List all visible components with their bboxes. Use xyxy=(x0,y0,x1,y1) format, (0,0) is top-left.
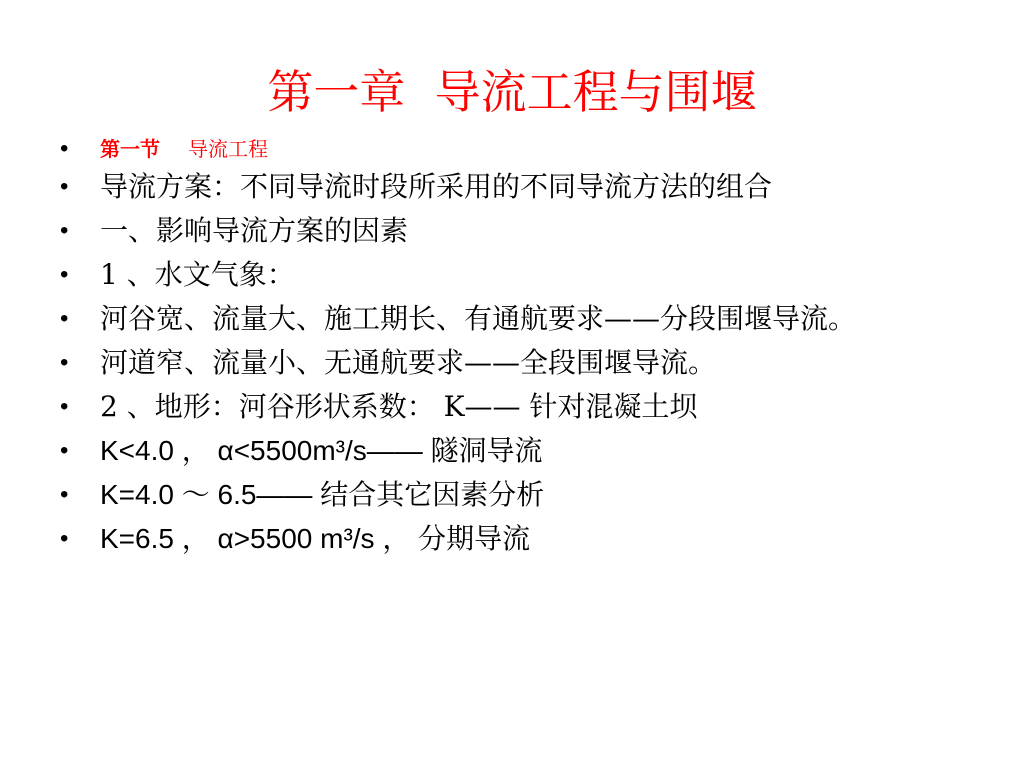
bullet-item xyxy=(60,170,960,204)
section-heading xyxy=(60,132,960,166)
bullet-dot: • xyxy=(60,135,69,162)
section-name: 导流工程 xyxy=(188,137,268,161)
bullet-dot: • xyxy=(60,305,69,332)
bullet-text: 河道窄、流量小、无通航要求——全段围堰导流。 xyxy=(100,346,717,379)
bullet-dot: • xyxy=(60,349,69,376)
bullet-dot: • xyxy=(60,217,69,244)
bullet-item xyxy=(60,214,960,248)
bullet-text: K=6.5 ， α>5500 m³/s ， 分期导流 xyxy=(100,523,531,554)
bullet-item xyxy=(60,434,960,468)
bullet-text: 河谷宽、流量大、施工期长、有通航要求——分段围堰导流。 xyxy=(100,302,857,335)
bullet-item xyxy=(60,390,960,424)
bullet-dot: • xyxy=(60,525,69,552)
bullet-dot: • xyxy=(60,261,69,288)
bullet-item xyxy=(60,522,960,556)
bullet-dot: • xyxy=(60,393,69,420)
bullet-dot: • xyxy=(60,437,69,464)
bullet-item xyxy=(60,258,960,292)
section-number: 第一节 xyxy=(100,137,160,161)
bullet-text: 一、影响导流方案的因素 xyxy=(100,214,409,247)
bullet-text: K=4.0 ～ 6.5—— 结合其它因素分析 xyxy=(100,479,545,510)
bullet-item xyxy=(60,346,960,380)
bullet-dot: • xyxy=(60,481,69,508)
slide-title: 第一章 导流工程与围堰 xyxy=(267,65,757,119)
bullet-dot: • xyxy=(60,173,69,200)
bullet-list xyxy=(60,132,960,566)
bullet-text: 导流方案：不同导流时段所采用的不同导流方法的组合 xyxy=(100,170,773,203)
bullet-text: 2 、地形：河谷形状系数： K—— 针对混凝土坝 xyxy=(100,390,698,423)
bullet-text: K<4.0 ， α<5500m³/s—— 隧洞导流 xyxy=(100,435,543,466)
bullet-item xyxy=(60,302,960,336)
bullet-item xyxy=(60,478,960,512)
bullet-text: 1 、水文气象： xyxy=(100,258,295,291)
